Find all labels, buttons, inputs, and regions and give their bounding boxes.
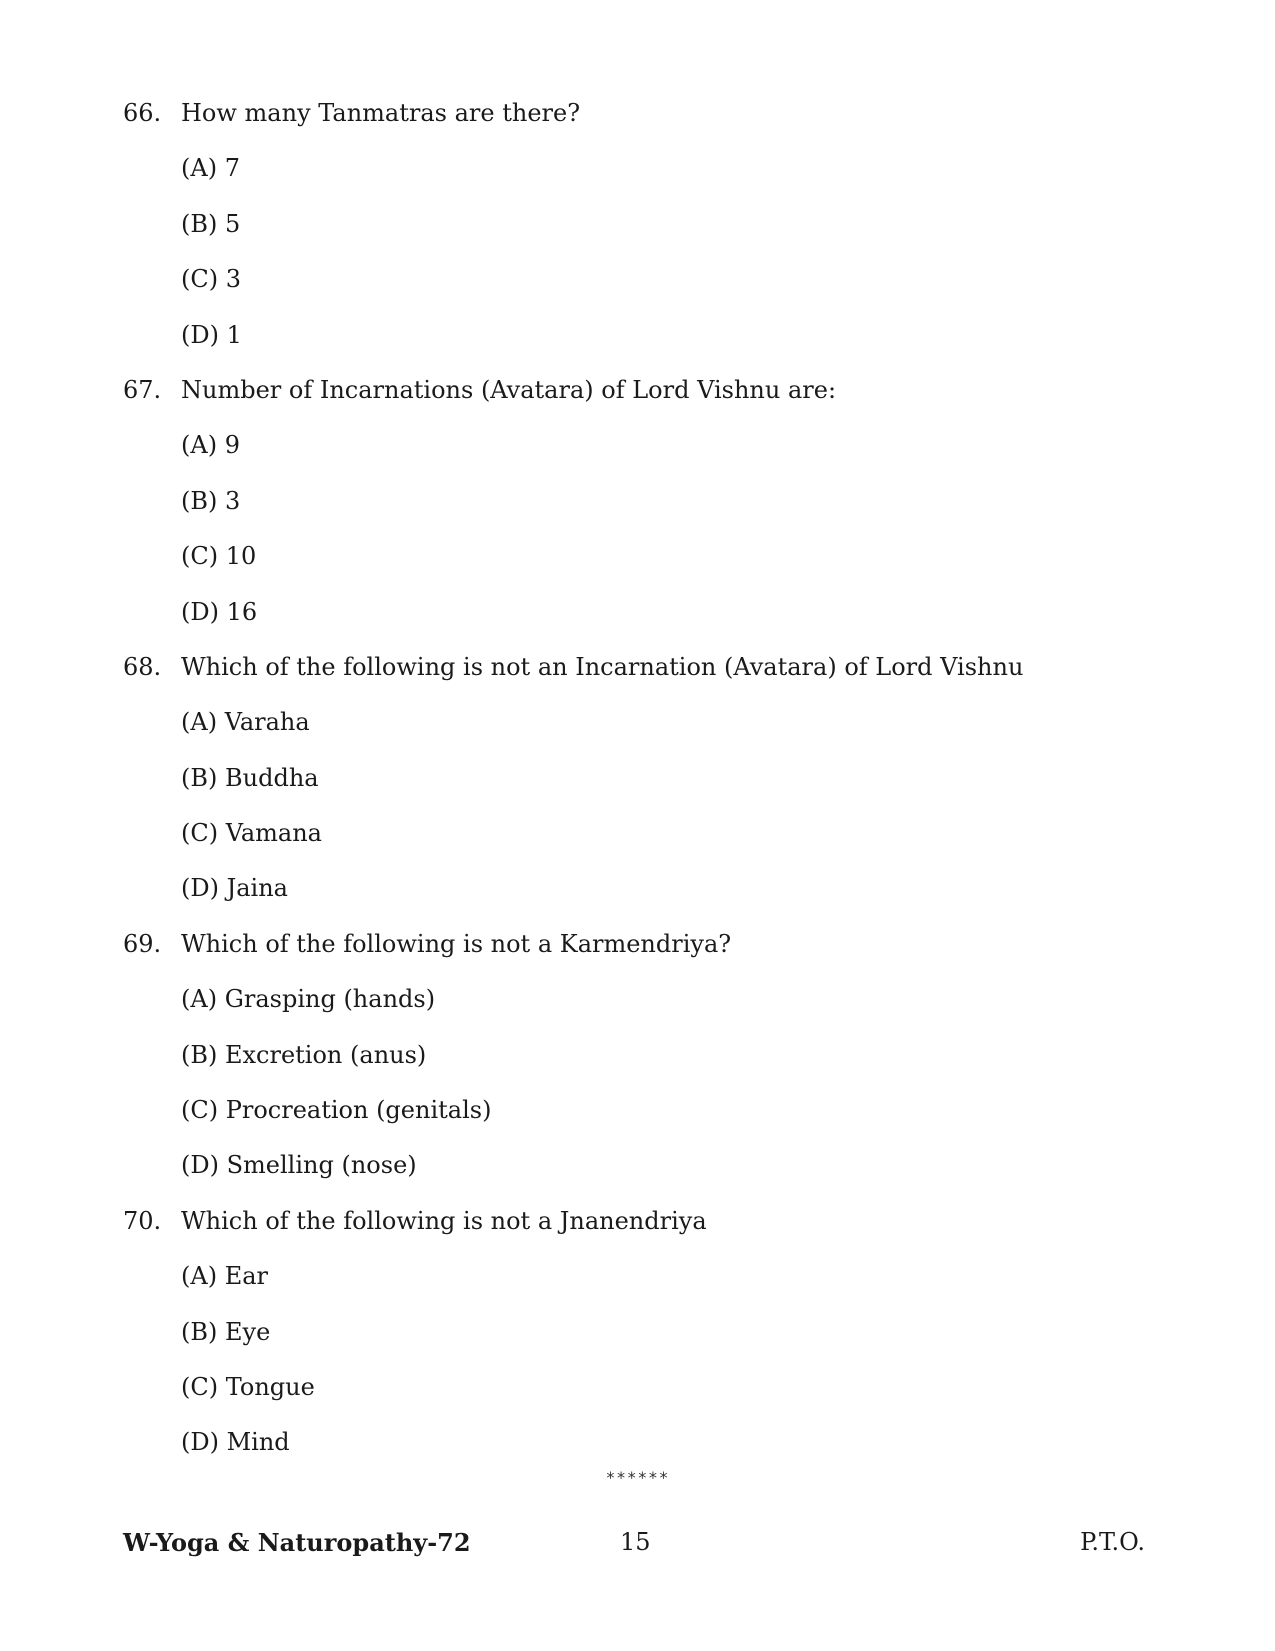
option-a xyxy=(0,149,1275,204)
option-b xyxy=(0,482,1275,537)
question-number: 69. xyxy=(123,929,162,958)
paper-code: W-Yoga & Naturopathy-72 xyxy=(123,1528,471,1557)
option-b xyxy=(0,205,1275,260)
question-70 xyxy=(0,1202,1275,1479)
option-label: (B) Eye xyxy=(181,1317,271,1346)
question-text: Number of Incarnations (Avatara) of Lord Vishnu are: xyxy=(181,375,837,404)
question-number: 67. xyxy=(123,375,162,404)
option-d xyxy=(0,593,1275,648)
option-label: (A) 9 xyxy=(181,431,240,460)
question-text: Which of the following is not a Karmendriya? xyxy=(181,929,732,958)
end-of-section-mark: ****** xyxy=(605,1468,670,1487)
option-c xyxy=(0,260,1275,315)
question-number: 66. xyxy=(123,99,162,127)
option-a xyxy=(0,703,1275,758)
question-text: Which of the following is not an Incarnation (Avatara) of Lord Vishnu xyxy=(181,652,1024,681)
question-68 xyxy=(0,648,1275,925)
option-label: (B) Excretion (anus) xyxy=(181,1040,427,1069)
option-label: (D) 16 xyxy=(181,597,258,626)
question-line xyxy=(0,371,1275,426)
please-turn-over: P.T.O. xyxy=(1080,1528,1145,1556)
page-footer xyxy=(0,1528,1275,1568)
option-label: (D) 1 xyxy=(181,320,242,349)
option-label: (A) Grasping (hands) xyxy=(181,985,436,1014)
option-label: (D) Mind xyxy=(181,1428,290,1457)
question-line xyxy=(0,94,1275,149)
option-label: (A) Varaha xyxy=(181,708,310,737)
option-a xyxy=(0,980,1275,1035)
question-text: Which of the following is not a Jnanendriya xyxy=(181,1206,707,1235)
option-label: (A) 7 xyxy=(181,154,240,183)
option-c xyxy=(0,1091,1275,1146)
option-d xyxy=(0,1146,1275,1201)
option-label: (B) 3 xyxy=(181,486,241,515)
option-label: (A) Ear xyxy=(181,1262,268,1291)
option-label: (D) Jaina xyxy=(181,874,288,903)
question-number: 70. xyxy=(123,1206,162,1235)
question-text: How many Tanmatras are there? xyxy=(181,99,581,127)
option-c xyxy=(0,1368,1275,1423)
option-b xyxy=(0,1313,1275,1368)
option-d xyxy=(0,316,1275,371)
option-b xyxy=(0,759,1275,814)
option-label: (B) Buddha xyxy=(181,763,319,792)
option-c xyxy=(0,814,1275,869)
option-label: (C) Tongue xyxy=(181,1372,315,1401)
question-67 xyxy=(0,371,1275,648)
question-number: 68. xyxy=(123,652,162,681)
option-label: (C) Procreation (genitals) xyxy=(181,1096,492,1125)
page-number: 15 xyxy=(620,1528,651,1556)
question-69 xyxy=(0,925,1275,1202)
option-d xyxy=(0,869,1275,924)
question-line xyxy=(0,1202,1275,1257)
question-list xyxy=(0,94,1275,1479)
option-label: (D) Smelling (nose) xyxy=(181,1151,417,1180)
option-c xyxy=(0,537,1275,592)
question-66 xyxy=(0,94,1275,371)
option-a xyxy=(0,1257,1275,1312)
option-label: (C) Vamana xyxy=(181,819,322,848)
option-label: (B) 5 xyxy=(181,209,241,238)
question-line xyxy=(0,925,1275,980)
option-label: (C) 3 xyxy=(181,265,241,294)
option-a xyxy=(0,426,1275,481)
option-label: (C) 10 xyxy=(181,542,257,571)
option-b xyxy=(0,1036,1275,1091)
question-line xyxy=(0,648,1275,703)
